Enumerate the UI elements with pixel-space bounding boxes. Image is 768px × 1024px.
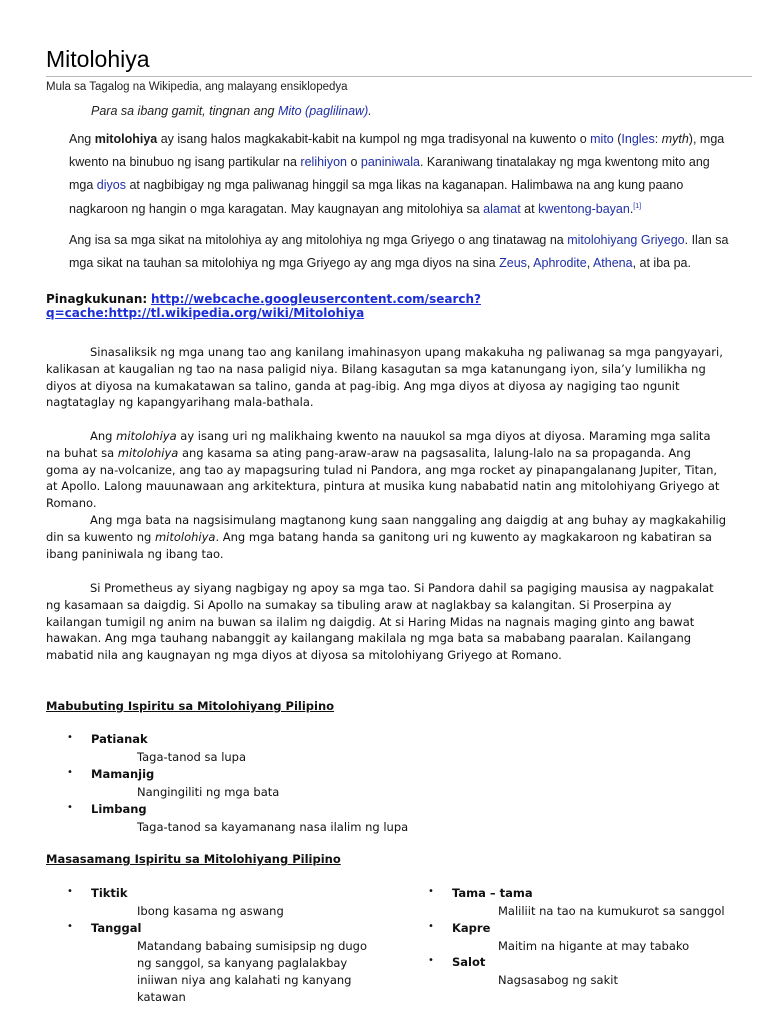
bullet-icon: •	[67, 732, 73, 743]
text: at	[520, 201, 539, 216]
text: Si Prometheus ay siyang nagbigay ng apoy sa mga tao. Si Pandora dahil sa pagiging mausisa ay nagpakalat ng kasamaan sa daigdig. Si Apollo na sumakay sa tibuling araw at naglakbay sa kalangitan. Si Proserpina ay kailangan tumigil ng anim na buwan sa ilalim ng daigdig. At si Haring Midas na nagnais maging ginto ang bawat hawakan. Ang mga tauhang nabanggit ay kailangang makilala ng mga bata sa mababang paaralan. Kailangang mabatid nila ang kaugnayan ng mga diyos at diyosa sa mitolohiyang Griyego at Romano.	[46, 581, 714, 663]
spirit-name: Salot	[452, 955, 486, 969]
text: Sinasaliksik ng mga unang tao ang kanilang imahinasyon upang makakuha ng paliwanag sa mga pangyayari, kalikasan at kaugalian ng tao na nasa paligid niya. Bilang kasagutan sa mga katanungang iyon, sila’y lumilikha ng diyos at diyosa na kumakatawan sa talino, ganda at pag-ibig. Ang mga diyos at diyosa ay nagiging tao ngunit nagtataglay ng kapangyarihang mala-bathala.	[46, 345, 723, 410]
text: . Ilan sa mga sikat na tauhan sa mitolohiya ng mga Griyego ay ang mga diyos na sina	[69, 233, 729, 271]
bullet-icon: •	[428, 955, 434, 966]
term-italic: mitolohiya	[154, 529, 216, 544]
text: ay isang halos magkakabit-kabit na kumpol ng mga tradisyonal na kuwento o	[157, 132, 591, 146]
bullet-icon: •	[67, 767, 73, 778]
spirit-description: Maliliit na tao na kumukurot sa sanggol	[498, 904, 725, 918]
text: ang kasama sa ating pang-araw-araw na pagsasalita, lalung-lalo na sa propaganda. Ang goma ay na-volcanize, ang tao ay mapagsuring tulad ni Pandora, ang mga rocket ay pinapangalanang Jupiter, Titan, at Apollo. Lalong mauunawaan ang arkitektura, pintura at musika kung nababatid natin ang mitolohiyang Griyego at Romano.	[46, 445, 720, 511]
spirit-name: Tiktik	[91, 886, 128, 900]
link-alamat[interactable]: alamat	[483, 201, 521, 216]
text: (	[613, 132, 622, 146]
link-mito-paglilinaw[interactable]: Mito (paglilinaw)	[277, 104, 369, 118]
bullet-icon: •	[67, 886, 73, 897]
body-paragraph-3	[46, 512, 726, 562]
spirit-name: Kapre	[452, 921, 491, 935]
good-spirits-heading: Mabubuting Ispiritu sa Mitolohiyang Pilipino	[46, 699, 335, 713]
text: Ang	[90, 429, 117, 443]
link-athena[interactable]: Athena	[592, 256, 633, 271]
term-italic: myth	[661, 132, 689, 146]
link-aphrodite[interactable]: Aphrodite	[533, 256, 587, 271]
reference-link[interactable]: [1]	[633, 202, 642, 210]
spirit-name: Tama – tama	[452, 886, 533, 900]
text: ,	[526, 256, 534, 271]
text: . Karaniwang tinatalakay ng mga kwentong mito ang mga	[69, 155, 710, 193]
spirit-description: Taga-tanod sa kayamanang nasa ilalim ng lupa	[137, 820, 409, 834]
spirit-description: Taga-tanod sa lupa	[137, 750, 247, 764]
tagline: Mula sa Tagalog na Wikipedia, ang malayang ensiklopedya	[46, 81, 348, 93]
bullet-icon: •	[67, 802, 73, 813]
text: ,	[586, 256, 593, 271]
spirit-name: Patianak	[91, 732, 148, 746]
hatnote-end: .	[368, 104, 372, 118]
source-url-link[interactable]: http://webcache.googleusercontent.com/search?q=cache:http://tl.wikipedia.org/wiki/Mitolohiya	[46, 292, 481, 320]
link-kwentong-bayan[interactable]: kwentong-bayan	[538, 201, 630, 216]
link-paniniwala[interactable]: paniniwala	[360, 155, 420, 170]
term-italic: mitolohiya	[117, 445, 179, 460]
link-mitolohiyang-griyego[interactable]: mitolohiyang Griyego	[567, 233, 685, 247]
spirit-description: Nagsasabog ng sakit	[498, 973, 618, 987]
bullet-icon: •	[428, 921, 434, 932]
spirit-description: Ibong kasama ng aswang	[137, 904, 284, 918]
hatnote-text: Para sa ibang gamit, tingnan ang	[91, 104, 278, 118]
text: Ang mga bata na nagsisimulang magtanong kung saan nanggaling ang daigdig at ang buhay ay magkakahilig din sa kuwento ng	[46, 513, 727, 544]
spirit-name: Mamanjig	[91, 767, 155, 781]
spirit-description: Nangingiliti ng mga bata	[137, 785, 280, 799]
body-paragraph-4	[46, 580, 726, 664]
text: .	[629, 201, 634, 216]
spirit-description: Maitim na higante at may tabako	[498, 939, 690, 953]
text: . Ang mga batang handa sa ganitong uri ng kuwento ay magkakaroon ng kabatiran sa ibang paniniwala ng ibang tao.	[46, 529, 712, 561]
wiki-paragraph-2	[69, 229, 729, 275]
text: :	[654, 132, 662, 146]
text: ), mga kwento na binubuo ng isang partikular na	[69, 132, 725, 170]
text: o	[346, 155, 361, 170]
link-mito[interactable]: mito	[590, 132, 614, 146]
link-relihiyon[interactable]: relihiyon	[300, 155, 347, 170]
text: Ang isa sa mga sikat na mitolohiya ay ang mitolohiya ng mga Griyego o ang tinatawag na	[69, 233, 568, 247]
source-label: Pinagkukunan:	[46, 292, 148, 306]
text: ay isang uri ng malikhaing kwento na nauukol sa mga diyos at diyosa. Maraming mga salita na buhat sa	[46, 429, 711, 460]
wiki-paragraph-1	[69, 128, 729, 221]
body-paragraph-2	[46, 428, 726, 512]
term-bold: mitolohiya	[94, 132, 158, 146]
bullet-icon: •	[428, 886, 434, 897]
source-line	[46, 292, 768, 320]
term-italic: mitolohiya	[116, 429, 177, 443]
link-diyos[interactable]: diyos	[96, 178, 126, 193]
link-ingles[interactable]: Ingles	[621, 132, 655, 146]
bullet-icon: •	[67, 921, 73, 932]
text: at nagbibigay ng mga paliwanag hinggil sa mga likas na kaganapan. Halimbawa na ang kung paano nagkaroon ng hangin o mga karagatan. May kaugnayan ang mitolohiya sa	[69, 178, 684, 216]
bad-spirits-heading: Masasamang Ispiritu sa Mitolohiyang Pilipino	[46, 852, 341, 866]
text: , at iba pa.	[632, 256, 691, 271]
spirit-name: Limbang	[91, 802, 147, 816]
link-zeus[interactable]: Zeus	[499, 256, 527, 271]
page-title: Mitolohiya	[46, 46, 752, 77]
body-paragraph-1	[46, 344, 726, 411]
spirit-name: Tanggal	[91, 921, 142, 935]
spirit-description: Matandang babaing sumisipsip ng dugo ng sanggol, sa kanyang paglalakbay iniiwan niya ang kalahati ng kanyang katawan	[137, 939, 368, 1004]
text: Ang	[69, 132, 95, 146]
hatnote	[91, 104, 372, 118]
